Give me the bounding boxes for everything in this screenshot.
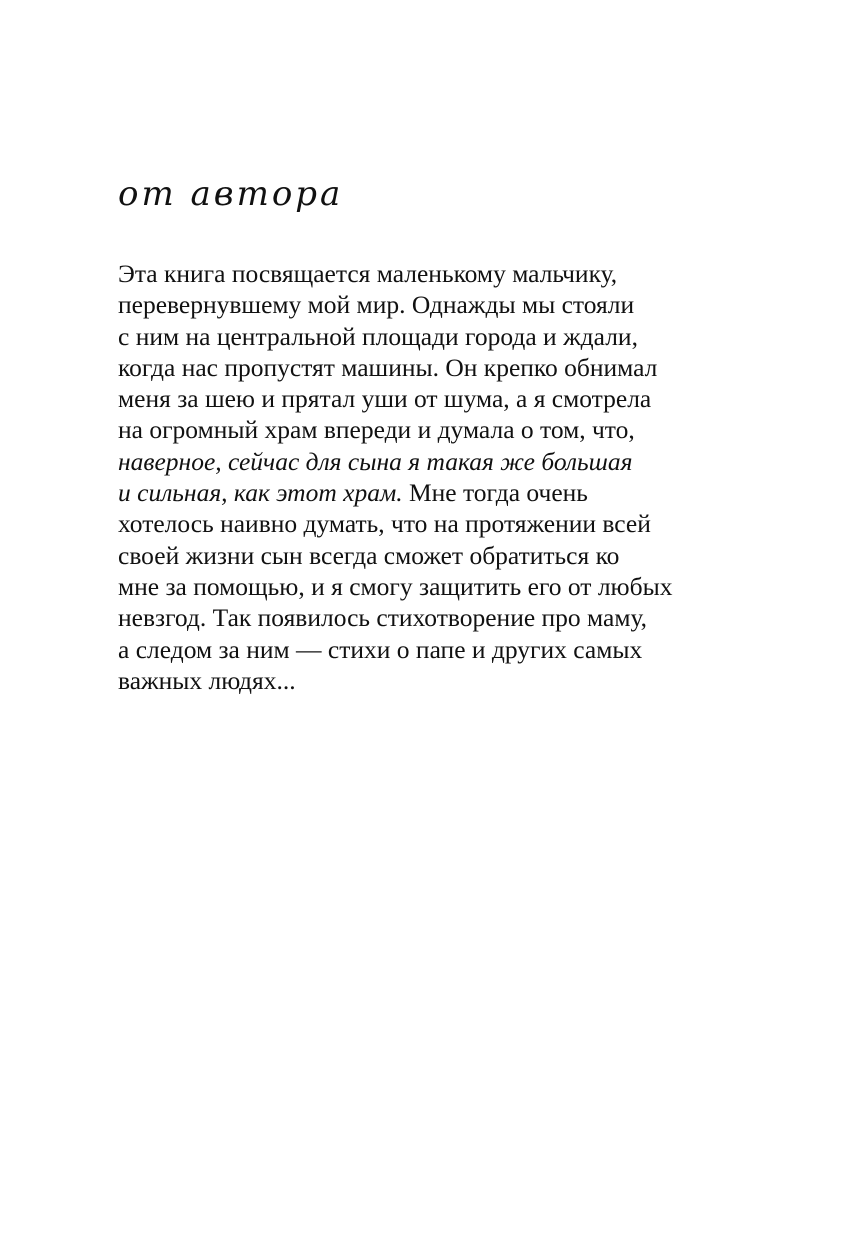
mixed-text-line bbox=[118, 477, 758, 508]
text-line: меня за шею и прятал уши от шума, а я смотрела bbox=[118, 384, 652, 414]
text-fragment: Мне тогда очень bbox=[402, 478, 588, 508]
text-line: перевернувшему мой мир. Однажды мы стояли bbox=[118, 290, 635, 320]
text-line: Эта книга посвящается маленькому мальчику, bbox=[118, 259, 618, 288]
text-line: невзгод. Так появилось стихотворение про маму, bbox=[118, 603, 648, 633]
author-foreword-paragraph bbox=[118, 258, 758, 696]
italic-text-line: наверное, сейчас для сына я такая же большая bbox=[118, 446, 633, 476]
text-line: а следом за ним — стихи о папе и других самых bbox=[118, 634, 643, 664]
text-line: важных людях... bbox=[118, 665, 296, 695]
text-line: мне за помощью, и я смогу защитить его от любых bbox=[118, 571, 673, 601]
italic-text-fragment: и сильная, как этот храм. bbox=[118, 478, 403, 508]
page-heading: от автора bbox=[118, 174, 344, 214]
text-line: с ним на центральной площади города и ждали, bbox=[118, 321, 638, 351]
text-line: хотелось наивно думать, что на протяжении всей bbox=[118, 509, 651, 539]
text-line: когда нас пропустят машины. Он крепко обнимал bbox=[118, 352, 658, 382]
text-line: своей жизни сын всегда сможет обратиться ко bbox=[118, 540, 620, 570]
text-line: на огромный храм впереди и думала о том, что, bbox=[118, 415, 635, 445]
